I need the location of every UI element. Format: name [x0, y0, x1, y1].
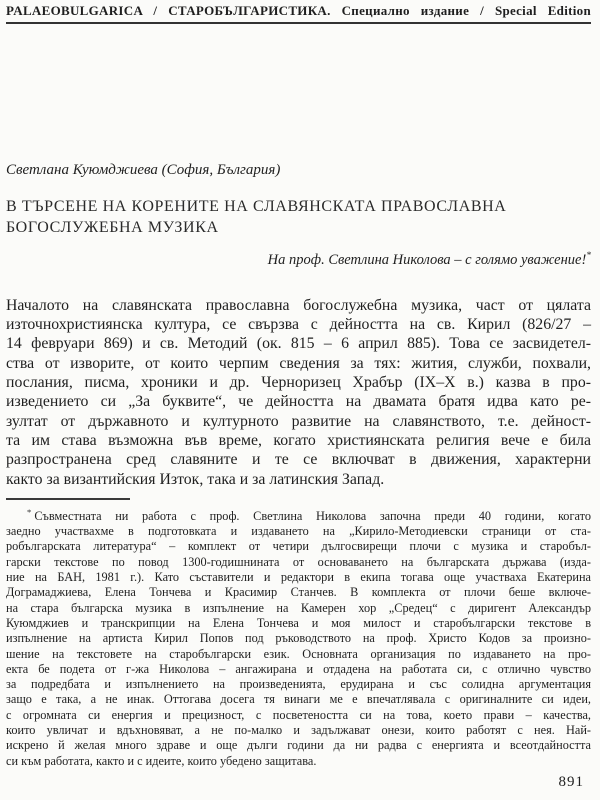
footnote-marker: *: [27, 506, 32, 517]
dedication-text: На проф. Светлина Николова – с голямо уважение!: [267, 251, 587, 268]
footnote-paragraph: [6, 505, 591, 769]
footnote-text-line: екта бе подета от г-жа Николова – ангажирана и отдадена на работата си, с отлично чувство: [6, 661, 591, 676]
body-text-line: ства от изворите, от които черпим сведения за тях: жития, служби, похвали,: [6, 354, 591, 372]
footnote-text-line: на стара българска музика в изпълнение на Камерен хор „Средец“ с диригент Александър: [6, 600, 591, 615]
body-text-line: 14 февруари 869) и св. Методий (ок. 815 – 6 април 885). Това се засвидетел-: [6, 335, 591, 353]
footnote-text-line: за подредбата и изпълнението на произведенията, ерудирана и със солидна аргументация: [6, 677, 591, 692]
footnote-text-line: си към работата, както и с идеите, които убедено защитава.: [6, 753, 317, 768]
footnote-text-line: Дограмаджиева, Елена Тончева и Красимир Станчев. В комплекта от плочи беше включе-: [6, 585, 591, 600]
article-title-line1: В ТЪРСЕНЕ НА КОРЕНИТЕ НА СЛАВЯНСКАТА ПРАВОСЛАВНА: [6, 198, 507, 215]
footnote-text-line: робългарската литература“ – комплект от четири дългосвирещи плочи с музика и старобъл-: [6, 539, 591, 554]
footnote-text-line: защо е така, а не инак. Оттогава досега тя винаги ме е впечатлявала с оригиналните си идеи,: [6, 692, 591, 707]
footnote-text-line: Куюмджиев и транскрипции на Елена Тончева и моя милост и старобългарски текстове в: [6, 615, 591, 630]
footnote-text-line: искрено й желая много здраве и още дълги години да ни радва с енергията и всеотдайността: [6, 738, 591, 753]
article-title-line2: БОГОСЛУЖЕБНА МУЗИКА: [6, 219, 219, 236]
article-title: [6, 196, 591, 238]
footnote-text-line: които увличат и вдъхновяват, а не по-малко и задължават онези, които работят с нея. Най-: [6, 723, 591, 738]
article-author: Светлана Куюмджиева (София, България): [6, 162, 281, 178]
body-text-line: та им става възможна във време, когато християнската религия вече е била: [6, 431, 591, 449]
footnote-text-line: гарски текстове по повод 1300-годишнината от основаването на българската държава (изда-: [6, 554, 591, 569]
footnote-text-line: ние на БАН, 1981 г.). Като съставители и редактори в екипа тогава още участваха Екатерина: [6, 570, 591, 585]
footnote-separator-rule: [6, 498, 130, 500]
dedication-footnote-marker: *: [586, 251, 591, 261]
body-text-line: зултат от държавното и културното развитие на славянството, т.е. дейност-: [6, 412, 591, 430]
body-text-line: изведението си „За буквите“, че дейността на двамата братя идва като ре-: [6, 393, 591, 411]
body-paragraph: [6, 296, 591, 489]
body-text-line: източнохристиянска култура, се свързва с дейността на св. Кирил (826/27 –: [6, 316, 591, 334]
footnote-text-line: заедно участвахме в подготовката и издаването на „Кирило-Методиевски страници от ста-: [6, 524, 591, 539]
page-number: 891: [558, 774, 584, 790]
body-text-line: Началото на славянската православна богослужебна музика, част от цялата: [6, 296, 591, 314]
footnote-text-line: шение на текстовете на старобългарски език. Основната организация по издаването на про-: [6, 646, 591, 661]
footnote-text-line: * Съвместната ни работа с проф. Светлина Николова започна преди 40 години, когато: [27, 506, 591, 523]
body-text-line: разпространена сред славяните и те се включват в движения, характерни: [6, 451, 591, 469]
footnote-text-line: с огромната си енергия и прецизност, с посветеността си на това, което прави – качества,: [6, 707, 591, 722]
footnote-text-line: изпълнение на артиста Кирил Попов под ръководството на проф. Христо Кодов за произно-: [6, 631, 591, 646]
journal-running-head: PALAEOBULGARICA / СТАРОБЪЛГАРИСТИКА. Специално издание / Special Edition: [6, 3, 591, 24]
body-text-line: както за византийския Изток, така и за латинския Запад.: [6, 470, 385, 488]
body-text-line: послания, писма, хроники и др. Черноризец Храбър (IX–X в.) казва в про-: [6, 374, 591, 392]
dedication: [6, 251, 591, 269]
